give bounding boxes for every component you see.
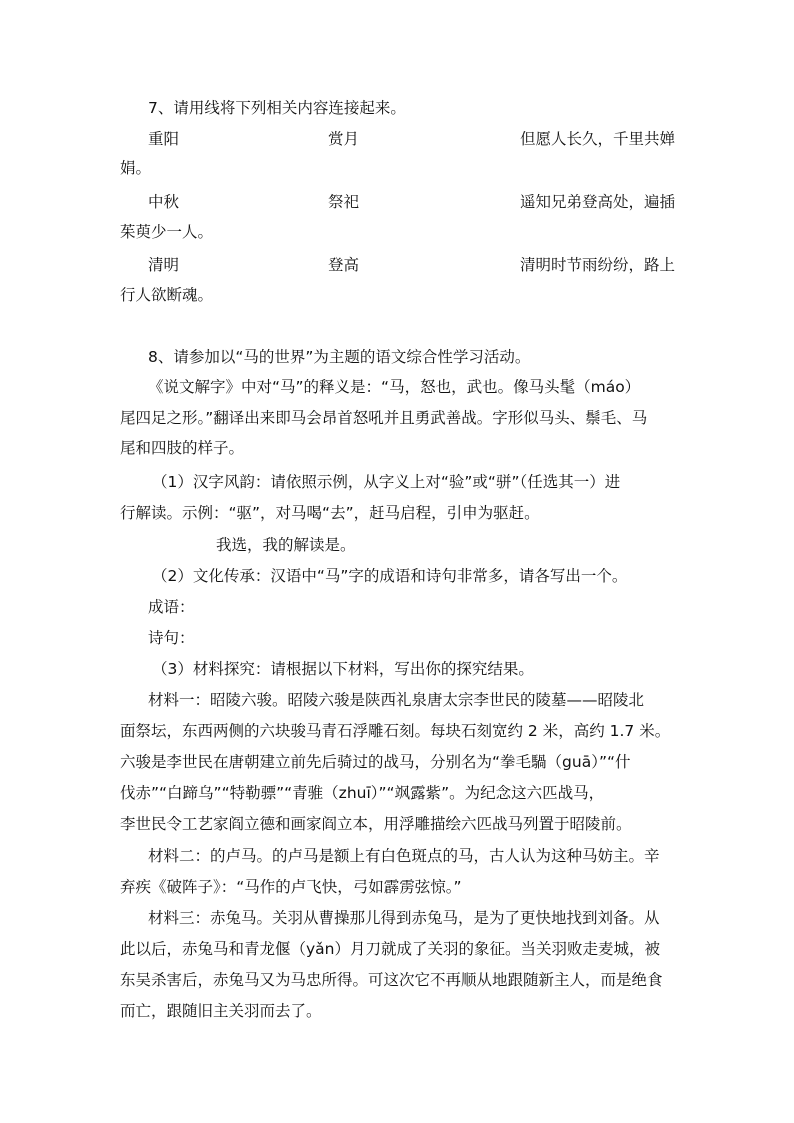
q7-poem-3b: 行人欲断魂。 xyxy=(120,286,214,304)
q7-poem-1b: 娟。 xyxy=(120,159,152,177)
q8-part1-line: （1）汉字风韵：请依照示例，从字义上对“验”或“骈”（任选其一）进 xyxy=(152,473,621,491)
q7-title: 7、请用线将下列相关内容连接起来。 xyxy=(148,99,406,117)
q7-festival-1: 重阳 xyxy=(148,130,180,148)
q7-poem-2a: 遥知兄弟登高处，遍插 xyxy=(520,193,676,211)
material1-line: 李世民令工艺家阎立德和画家阎立本，用浮雕描绘六匹战马列置于昭陵前。 xyxy=(120,815,632,833)
q8-part1-answer-prompt: 我选，我的解读是。 xyxy=(216,536,356,554)
material3-line: 东吴杀害后，赤兔马又为马忠所得。可这次它不再顺从地跟随新主人，而是绝食 xyxy=(120,971,663,989)
material3-line: 此以后，赤兔马和青龙偃（yǎn）月刀就成了关羽的象征。当关羽败走麦城，被 xyxy=(120,940,660,958)
q7-custom-2: 祭祀 xyxy=(328,193,360,211)
material2-line: 弃疾《破阵子》：“马作的卢飞快，弓如霹雳弦惊。” xyxy=(120,878,462,896)
material2-line: 材料二：的卢马。的卢马是额上有白色斑点的马，古人认为这种马妨主。辛 xyxy=(148,847,660,865)
q8-intro-line: 《说文解字》中对“马”的释义是：“马，怒也，武也。像马头髦（máo） xyxy=(148,378,641,396)
q8-intro-line: 尾四足之形。”翻译出来即马会昂首怒吼并且勇武善战。字形似马头、鬃毛、马 xyxy=(120,409,648,427)
q8-part3-title: （3）材料探究：请根据以下材料，写出你的探究结果。 xyxy=(152,660,534,678)
material1-line: 伐赤”“白蹄乌”“特勒骠”“青骓（zhuī）”“飒露紫”。为纪念这六匹战马， xyxy=(120,784,605,802)
q7-festival-2: 中秋 xyxy=(148,193,180,211)
q7-festival-3: 清明 xyxy=(148,256,180,274)
q8-part2-idiom-label: 成语： xyxy=(148,598,195,616)
q8-part2-title: （2）文化传承：汉语中“马”字的成语和诗句非常多，请各写出一个。 xyxy=(152,567,628,585)
q7-poem-2b: 茱萸少一人。 xyxy=(120,223,214,241)
material1-line: 面祭坛，东西两侧的六块骏马青石浮雕石刻。每块石刻宽约 2 米，高约 1.7 米。 xyxy=(120,722,671,740)
q8-intro-line: 尾和四肢的样子。 xyxy=(120,439,245,457)
q8-part2-poem-label: 诗句： xyxy=(148,629,195,647)
material3-line: 而亡，跟随旧主关羽而去了。 xyxy=(120,1002,322,1020)
material1-line: 六骏是李世民在唐朝建立前先后骑过的战马，分别名为“拳毛騧（guā）”“什 xyxy=(120,753,631,771)
material1-line: 材料一：昭陵六骏。昭陵六骏是陕西礼泉唐太宗李世民的陵墓——昭陵北 xyxy=(148,691,645,709)
material3-line: 材料三：赤兔马。关羽从曹操那儿得到赤兔马，是为了更快地找到刘备。从 xyxy=(148,909,660,927)
q7-poem-1a: 但愿人长久，千里共婵 xyxy=(520,130,676,148)
q8-part1-line: 行解读。示例：“驱”，对马喝“去”，赶马启程，引申为驱赶。 xyxy=(120,504,540,522)
q8-title: 8、请参加以“马的世界”为主题的语文综合性学习活动。 xyxy=(148,348,531,366)
q7-custom-1: 赏月 xyxy=(328,130,360,148)
q7-custom-3: 登高 xyxy=(328,256,360,274)
q7-poem-3a: 清明时节雨纷纷，路上 xyxy=(520,256,676,274)
